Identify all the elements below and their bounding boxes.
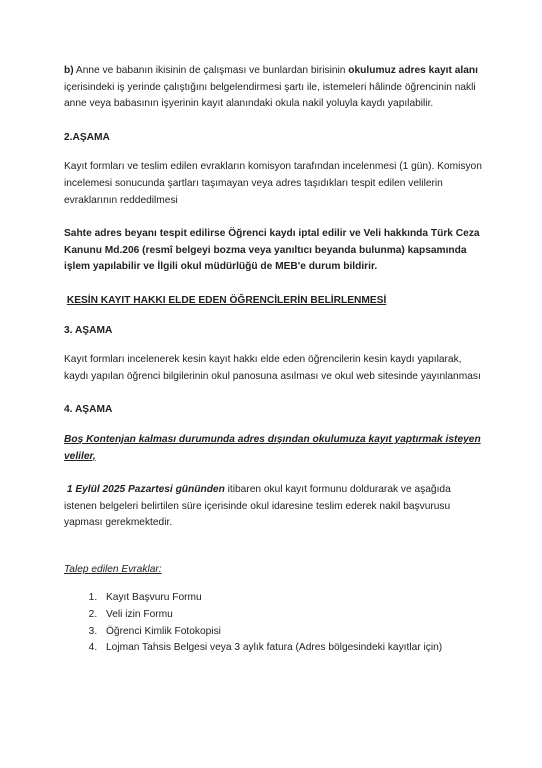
- section-b-text-2: içerisindeki iş yerinde çalıştığını belgelendirmesi şartı ile, istemeleri hâlinde öğrencinin nakli anne veya babasının işyerinin kayıt alanındaki okula nakil yoluyla kaydı yapılabilir.: [64, 81, 476, 110]
- stage4-subheading: Boş Kontenjan kalması durumunda adres dışından okulumuza kayıt yaptırmak isteyen veliler,: [64, 433, 481, 462]
- stage3-text: Kayıt formları incelenerek kesin kayıt hakkı elde eden öğrencilerin kesin kaydı yapılarak, kaydı yapılan öğrenci bilgilerinin okul panosuna asılması ve okul web sitesinde yayınlanması: [64, 354, 481, 382]
- section-b-text-1: Anne ve babanın ikisinin de çalışması ve bunlardan birisinin: [73, 65, 349, 76]
- determination-heading-text: KESİN KAYIT HAKKI ELDE EDEN ÖĞRENCİLERİN BELİRLENMESİ: [66, 294, 387, 306]
- requirement-item: 4. Lojman Tahsis Belgesi veya 3 aylık fatura (Adres bölgesindeki kayıtlar için): [100, 640, 486, 657]
- stage3-heading: 3. AŞAMA: [64, 324, 113, 336]
- stage2-text: Kayıt formları ve teslim edilen evrakların komisyon tarafından incelenmesi (1 gün). Komisyon incelemesi sonucunda şartları taşımayan veya adres taşıdıkları tespit edilen velilerin evraklarının reddedilmesi: [64, 161, 482, 206]
- requirement-item: 3. Öğrenci Kimlik Fotokopisi: [100, 624, 486, 641]
- section-b-bold-phrase: okulumuz adres kayıt alanı: [348, 65, 478, 76]
- requirements-title: Talep edilen Evraklar:: [64, 563, 162, 575]
- stage4-heading: 4. AŞAMA: [64, 404, 113, 416]
- section-b-paragraph: [64, 63, 486, 113]
- requirements-list: [64, 590, 486, 656]
- requirement-item: 2. Veli izin Formu: [100, 607, 486, 624]
- determination-heading: [64, 293, 486, 310]
- stage4-text: [64, 482, 486, 532]
- stage2-heading: 2.AŞAMA: [64, 131, 110, 143]
- stage4-text-rest: itibaren okul kayıt formunu doldurarak ve aşağıda istenen belgeleri belirtilen süre içerisinde okul idaresine teslim ederek nakil başvurusu yapması gerekmektedir.: [64, 484, 451, 529]
- stage4-date: 1 Eylül 2025 Pazartesi gününden: [66, 484, 225, 496]
- stage2-warning: Sahte adres beyanı tespit edilirse Öğrenci kaydı iptal edilir ve Veli hakkında Türk Ceza Kanunu Md.206 (resmî belgeyi bozma veya yanıltıcı beyanda bulunma) kapsamında işlem yapılabilir ve İlgili okul müdürlüğü de MEB'e durum bildirir.: [64, 228, 480, 273]
- section-b-label: b): [64, 65, 74, 76]
- requirement-item: 1. Kayıt Başvuru Formu: [100, 590, 486, 607]
